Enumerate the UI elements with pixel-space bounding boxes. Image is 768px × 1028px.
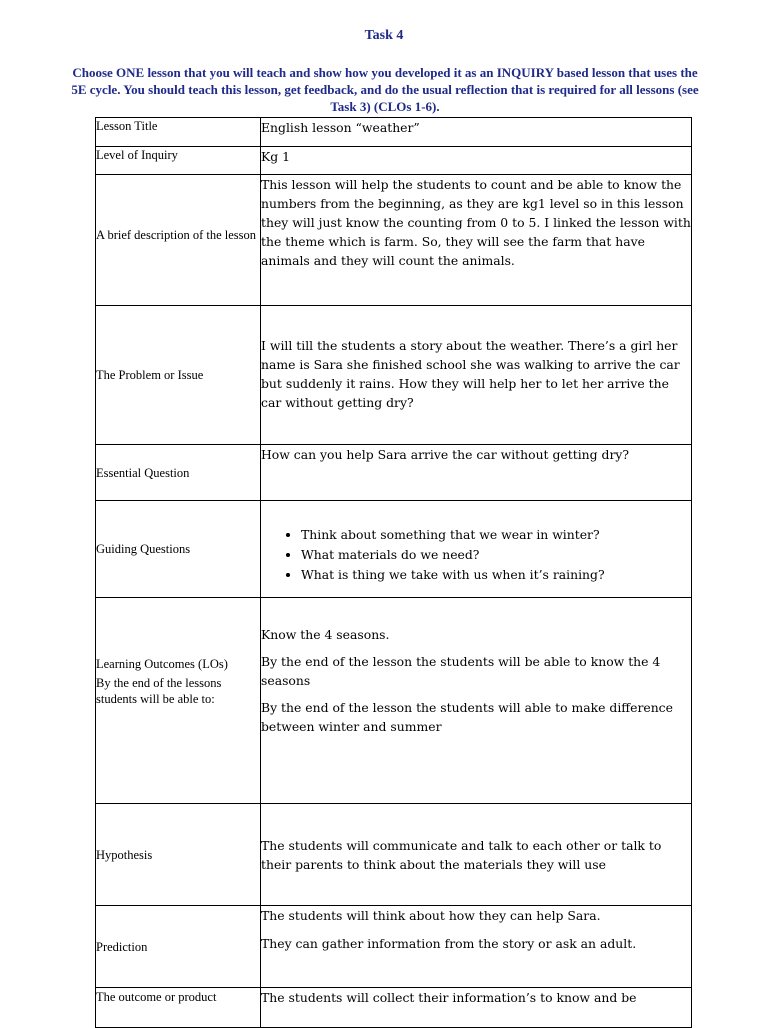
outcome-item: By the end of the lesson the students will be able to know the 4 seasons bbox=[261, 654, 661, 688]
label-problem: The Problem or Issue bbox=[96, 306, 261, 445]
label-prediction: Prediction bbox=[96, 906, 261, 988]
row-problem bbox=[96, 306, 692, 445]
value-guiding-questions bbox=[261, 501, 692, 598]
row-learning-outcomes bbox=[96, 598, 692, 804]
row-level bbox=[96, 147, 692, 175]
label-lesson-title: Lesson Title bbox=[96, 118, 261, 147]
value-outcome-product: The students will collect their information’s to know and be bbox=[261, 988, 692, 1028]
label-learning-outcomes-sub: By the end of the lessons students will be able to: bbox=[96, 676, 222, 706]
list-item: • What is thing we take with us when it’s raining? bbox=[301, 565, 691, 585]
value-essential-question: How can you help Sara arrive the car without getting dry? bbox=[261, 445, 692, 501]
outcome-item: Know the 4 seasons. bbox=[261, 627, 390, 642]
label-outcome-product: The outcome or product bbox=[96, 988, 261, 1028]
value-level: Kg 1 bbox=[261, 147, 692, 175]
label-guiding-questions: Guiding Questions bbox=[96, 501, 261, 598]
row-hypothesis bbox=[96, 804, 692, 906]
value-hypothesis: The students will communicate and talk to each other or talk to their parents to think about the materials they will use bbox=[261, 804, 692, 906]
row-guiding-questions bbox=[96, 501, 692, 598]
lesson-plan-table bbox=[95, 117, 692, 1028]
value-problem: I will till the students a story about the weather. There’s a girl her name is Sara she finished school she was walking to arrive the car but suddenly it rains. How they will help her to let her arrive the car without getting dry? bbox=[261, 306, 692, 445]
value-description: This lesson will help the students to count and be able to know the numbers from the beginning, as they are kg1 level so in this lesson they will just know the counting from 0 to 5. I linked the lesson with the theme which is farm. So, they will see the farm that have animals and they will count the animals. bbox=[261, 175, 692, 306]
value-prediction bbox=[261, 906, 692, 988]
row-essential-question bbox=[96, 445, 692, 501]
row-prediction bbox=[96, 906, 692, 988]
label-level: Level of Inquiry bbox=[96, 147, 261, 175]
value-learning-outcomes bbox=[261, 598, 692, 804]
row-lesson-title bbox=[96, 118, 692, 147]
value-lesson-title: English lesson “weather” bbox=[261, 118, 692, 147]
prediction-item: They can gather information from the story or ask an adult. bbox=[261, 936, 637, 951]
guiding-questions-list bbox=[261, 525, 691, 585]
row-outcome-product bbox=[96, 988, 692, 1028]
label-hypothesis: Hypothesis bbox=[96, 804, 261, 906]
list-item: • What materials do we need? bbox=[301, 545, 691, 565]
label-essential-question: Essential Question bbox=[96, 445, 261, 501]
label-learning-outcomes-title: Learning Outcomes (LOs) bbox=[96, 657, 228, 671]
row-description bbox=[96, 175, 692, 306]
prediction-item: The students will think about how they can help Sara. bbox=[261, 908, 601, 923]
task-instructions: Choose ONE lesson that you will teach and show how you developed it as an INQUIRY based lesson that uses the 5E cycle. You should teach this lesson, get feedback, and do the usual reflection that is required for all lessons (see Task 3) (CLOs 1-6). bbox=[71, 65, 699, 114]
list-item: • Think about something that we wear in winter? bbox=[301, 525, 691, 545]
outcome-item: By the end of the lesson the students will able to make difference between winter and summer bbox=[261, 700, 673, 734]
label-learning-outcomes bbox=[96, 598, 261, 804]
task-title: Task 4 bbox=[364, 28, 404, 43]
label-description-text: A brief description of the lesson bbox=[96, 228, 257, 242]
label-description bbox=[96, 175, 261, 306]
